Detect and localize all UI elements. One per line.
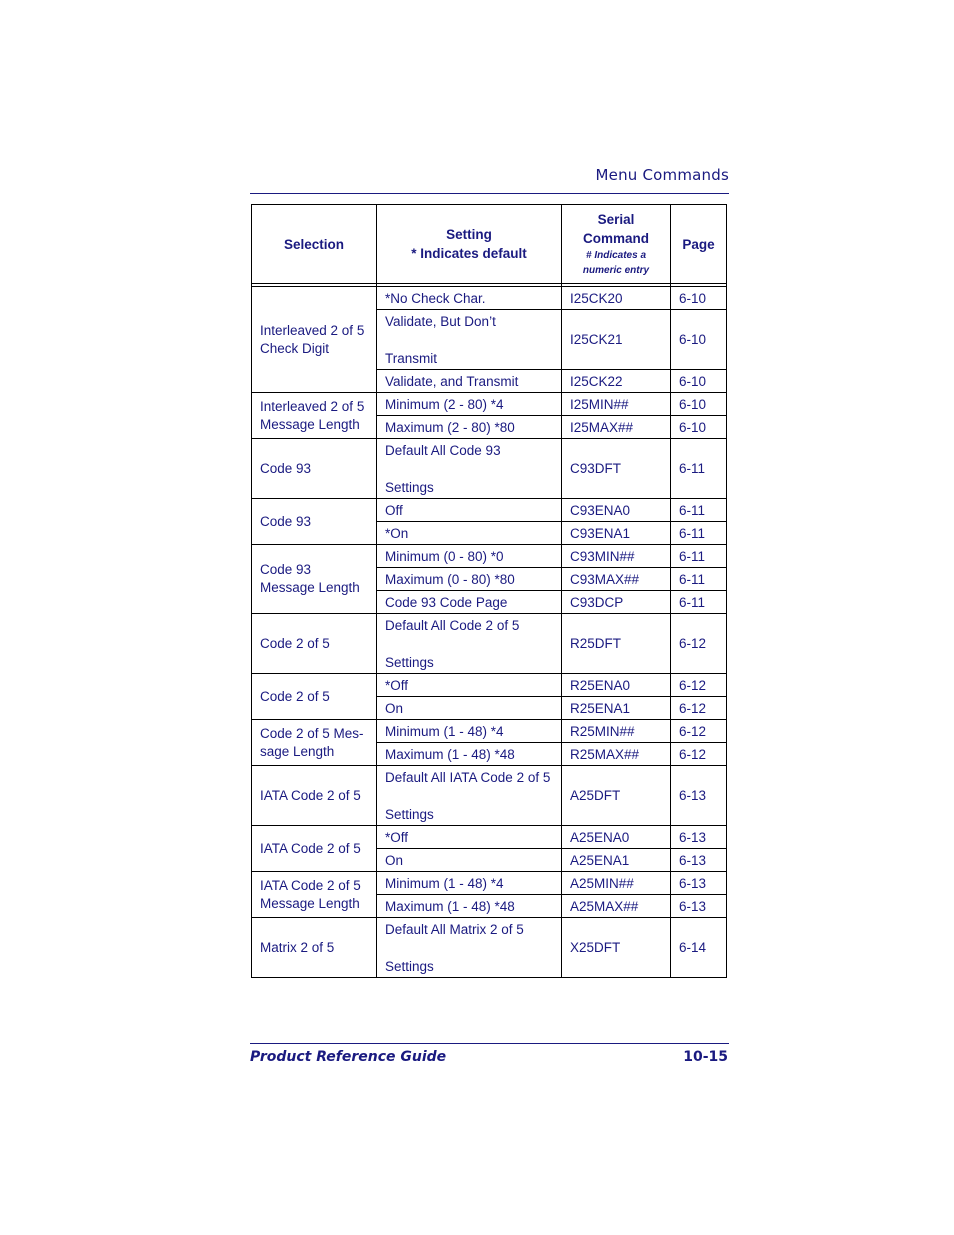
table-row	[252, 872, 727, 895]
setting-line-a: Default All IATA Code 2 of 5	[385, 769, 551, 785]
setting-line-a: Default All Matrix 2 of 5	[385, 921, 524, 937]
table-row	[252, 766, 727, 826]
page-link[interactable]: 6-10	[671, 416, 727, 439]
setting-cell: Minimum (1 - 48) *4	[377, 872, 562, 895]
serial-cell: I25MIN##	[562, 393, 671, 416]
page-link[interactable]: 6-11	[671, 439, 727, 499]
serial-header-note2: numeric entry	[582, 265, 650, 276]
running-header: Menu Commands	[595, 166, 729, 184]
setting-line-b: Transmit	[385, 350, 438, 366]
setting-header-line1: Setting	[446, 227, 492, 242]
serial-cell: C93ENA1	[562, 522, 671, 545]
setting-cell: Off	[377, 499, 562, 522]
selection-cell: Interleaved 2 of 5 Check Digit	[252, 287, 377, 393]
page-link[interactable]: 6-14	[671, 918, 727, 978]
serial-cell: C93MIN##	[562, 545, 671, 568]
setting-line-a: Default All Code 2 of 5	[385, 617, 520, 633]
serial-header-note1: # Indicates a	[585, 250, 647, 261]
serial-cell: I25CK20	[562, 287, 671, 310]
serial-cell: X25DFT	[562, 918, 671, 978]
table-row	[252, 674, 727, 697]
page-link[interactable]: 6-12	[671, 697, 727, 720]
footer-page-number: 10-15	[683, 1049, 728, 1065]
footer-rule	[250, 1043, 729, 1044]
serial-cell: A25ENA1	[562, 849, 671, 872]
col-header-selection: Selection	[252, 205, 377, 284]
serial-cell: C93MAX##	[562, 568, 671, 591]
setting-cell: Maximum (1 - 48) *48	[377, 743, 562, 766]
serial-cell: A25MAX##	[562, 895, 671, 918]
setting-cell	[377, 766, 562, 826]
page-link[interactable]: 6-12	[671, 614, 727, 674]
setting-cell: On	[377, 697, 562, 720]
table-row	[252, 720, 727, 743]
setting-line-b: Settings	[385, 479, 434, 495]
page-link[interactable]: 6-13	[671, 766, 727, 826]
setting-line-b: Settings	[385, 806, 434, 822]
header-rule	[250, 193, 729, 194]
serial-cell: R25MIN##	[562, 720, 671, 743]
setting-cell: On	[377, 849, 562, 872]
setting-cell: Minimum (0 - 80) *0	[377, 545, 562, 568]
setting-cell: Validate, and Transmit	[377, 370, 562, 393]
setting-cell: Minimum (2 - 80) *4	[377, 393, 562, 416]
selection-cell: IATA Code 2 of 5	[252, 826, 377, 872]
col-header-serial	[562, 205, 671, 284]
serial-cell: C93ENA0	[562, 499, 671, 522]
selection-cell: Code 93 Message Length	[252, 545, 377, 614]
setting-cell: *On	[377, 522, 562, 545]
table-row	[252, 918, 727, 978]
page-link[interactable]: 6-13	[671, 895, 727, 918]
serial-cell: R25ENA1	[562, 697, 671, 720]
selection-cell: Interleaved 2 of 5 Message Length	[252, 393, 377, 439]
setting-cell	[377, 614, 562, 674]
selection-cell: Matrix 2 of 5	[252, 918, 377, 978]
setting-line-b: Settings	[385, 958, 434, 974]
setting-line-b: Settings	[385, 654, 434, 670]
serial-cell: I25CK22	[562, 370, 671, 393]
page-link[interactable]: 6-10	[671, 287, 727, 310]
serial-cell: R25DFT	[562, 614, 671, 674]
col-header-setting	[377, 205, 562, 284]
page-link[interactable]: 6-13	[671, 849, 727, 872]
page-link[interactable]: 6-12	[671, 720, 727, 743]
selection-cell: Code 93	[252, 439, 377, 499]
setting-line-a: Validate, But Don’t	[385, 313, 496, 329]
setting-cell	[377, 439, 562, 499]
setting-line-a: Default All Code 93	[385, 442, 501, 458]
serial-header-line1: Serial	[597, 212, 635, 227]
serial-cell: A25MIN##	[562, 872, 671, 895]
selection-cell: Code 2 of 5 Mes-sage Length	[252, 720, 377, 766]
setting-cell: Maximum (2 - 80) *80	[377, 416, 562, 439]
serial-cell: A25DFT	[562, 766, 671, 826]
page-link[interactable]: 6-11	[671, 591, 727, 614]
col-header-page: Page	[671, 205, 727, 284]
serial-cell: C93DFT	[562, 439, 671, 499]
selection-cell: Code 2 of 5	[252, 674, 377, 720]
serial-cell: I25MAX##	[562, 416, 671, 439]
selection-cell: Code 2 of 5	[252, 614, 377, 674]
selection-cell: IATA Code 2 of 5	[252, 766, 377, 826]
page-link[interactable]: 6-11	[671, 545, 727, 568]
setting-cell: *No Check Char.	[377, 287, 562, 310]
page-link[interactable]: 6-13	[671, 872, 727, 895]
table-header-row	[252, 205, 727, 284]
page-link[interactable]: 6-12	[671, 674, 727, 697]
table-row	[252, 393, 727, 416]
page-link[interactable]: 6-13	[671, 826, 727, 849]
setting-cell: Code 93 Code Page	[377, 591, 562, 614]
table-row	[252, 439, 727, 499]
setting-cell: Maximum (0 - 80) *80	[377, 568, 562, 591]
setting-cell	[377, 918, 562, 978]
page-link[interactable]: 6-11	[671, 522, 727, 545]
table-row	[252, 614, 727, 674]
table-row	[252, 826, 727, 849]
page-link[interactable]: 6-11	[671, 568, 727, 591]
page-link[interactable]: 6-10	[671, 310, 727, 370]
setting-cell: *Off	[377, 674, 562, 697]
page-link[interactable]: 6-10	[671, 370, 727, 393]
page-link[interactable]: 6-11	[671, 499, 727, 522]
table-row	[252, 499, 727, 522]
page-link[interactable]: 6-10	[671, 393, 727, 416]
setting-header-line2: * Indicates default	[411, 246, 527, 261]
serial-cell: R25ENA0	[562, 674, 671, 697]
serial-cell: C93DCP	[562, 591, 671, 614]
footer-guide-title: Product Reference Guide	[250, 1049, 447, 1065]
serial-header-line2: Command	[582, 231, 649, 246]
page-link[interactable]: 6-12	[671, 743, 727, 766]
table-row	[252, 545, 727, 568]
serial-cell: R25MAX##	[562, 743, 671, 766]
setting-cell	[377, 310, 562, 370]
serial-cell: I25CK21	[562, 310, 671, 370]
setting-cell: Minimum (1 - 48) *4	[377, 720, 562, 743]
selection-cell: Code 93	[252, 499, 377, 545]
serial-cell: A25ENA0	[562, 826, 671, 849]
selection-cell: IATA Code 2 of 5 Message Length	[252, 872, 377, 918]
menu-commands-table	[251, 204, 727, 978]
table-row	[252, 287, 727, 310]
setting-cell: Maximum (1 - 48) *48	[377, 895, 562, 918]
setting-cell: *Off	[377, 826, 562, 849]
